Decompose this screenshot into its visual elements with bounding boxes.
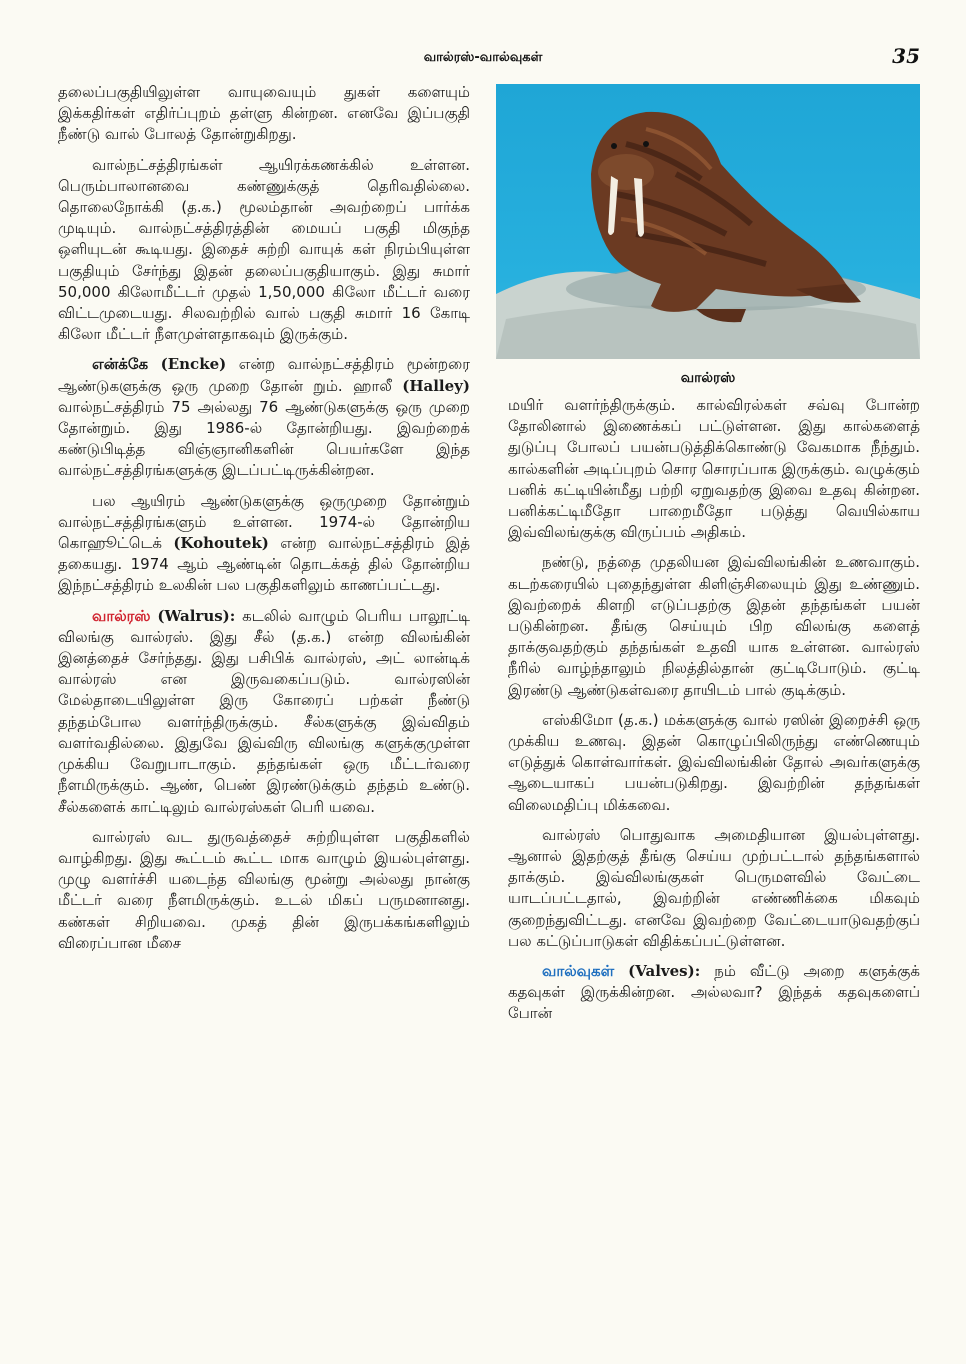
entry-heading-walrus-en: (Walrus): [157, 606, 236, 625]
walrus-illustration [496, 84, 920, 359]
paragraph-comet-tail: தலைப்பகுதியிலுள்ள வாயுவையும் துகள் களையும் இக்கதிர்கள் எதிர்ப்புறம் தள்ளு கின்றன. எனவே இப்பகுதி நீண்டு வால் போலத் தோன்றுகிறது. [58, 83, 470, 144]
paragraph-text: வால்நட்சத்திரம் 75 அல்லது 76 ஆண்டுகளுக்கு ஒரு முறை தோன்றும். இது 1986-ல் தோன்றியது. இவற்றைக் கண்டுபிடித்த விஞ்ஞானிகளின் பெயர்களே இந்த வால்நட்சத்திரங்களுக்கு இடப்பட்டிருக்கின்றன. [58, 397, 470, 480]
running-title: வால்ரஸ்-வால்வுகள் [423, 50, 543, 65]
walrus-drawing [496, 84, 920, 359]
paragraph-walrus-nature: வால்ரஸ் பொதுவாக அமைதியான இயல்புள்ளது. ஆனால் இதற்குத் தீங்கு செய்ய முற்பட்டால் தந்தங்களால் தாக்கும். இவ்விலங்குகள் பெருமளவில் வேட்டை யாடப்பட்டதால், இவற்றின் எண்ணிக்கை மிகவும் குறைந்துவிட்டது. எனவே இவற்றை வேட்டையாடுவதற்குப் பல கட்டுப்பாடுகள் விதிக்கப்பட்டுள்ளன. [508, 825, 920, 950]
entry-heading-valves-en: (Valves): [628, 962, 701, 981]
paragraph-walrus-intro [58, 606, 470, 818]
term-encke: என்க்கே [92, 355, 149, 374]
paragraph-text: என்ற வால்நட்சத்திரம் மூன்றரை ஆண்டுகளுக்கு ஒரு முறை தோன் றும். ஹாலீ [58, 355, 470, 395]
paragraph-valves-intro [508, 961, 920, 1025]
paragraph-comet-count: வால்நட்சத்திரங்கள் ஆயிரக்கணக்கில் உள்ளன. பெரும்பாலானவை கண்ணுக்குத் தெரிவதில்லை. தொலைநோக்கி (த.க.) மூலம்தான் அவற்றைப் பார்க்க முடியும். வால்நட்சத்திரத்தின் மையப் பகுதி மிகுந்த ஒளியுடன் கூடியது. இதைச் சுற்றி வாயுக் கள் நிரம்பியுள்ள பகுதியும் சேர்ந்து இதன் தலைப்பகுதியாகும். இது சுமார் 50,000 கிலோமீட்டர் முதல் 1,50,000 கிலோ மீட்டர் வரை விட்டமுடையது. சிலவற்றில் வால் பகுதி சுமார் 16 கோடி கிலோ மீட்டர் நீளமுள்ளதாகவும் இருக்கும். [58, 155, 470, 344]
paragraph-text: என்ற வால்நட்சத்திரம் இத் தகையது. 1974 ஆம் ஆண்டின் தொடக்கத் தில் தோன்றிய இந்நட்சத்திரம் உலகின் பல பகுதிகளிலும் காணப்பட்டது. [58, 534, 470, 595]
term-halley-en: (Halley) [402, 376, 470, 395]
right-column [508, 395, 920, 1034]
paragraph-text: பல ஆயிரம் ஆண்டுகளுக்கு ஒருமுறை தோன்றும் வால்நட்சத்திரங்களும் உள்ளன. 1974-ல் தோன்றிய கொஹூட்டெக் [58, 491, 470, 553]
entry-heading-valves: வால்வுகள் [542, 962, 615, 981]
figure-caption: வால்ரஸ் [680, 370, 736, 386]
paragraph-kohoutek [58, 491, 470, 597]
paragraph-walrus-food: நண்டு, நத்தை முதலியன இவ்விலங்கின் உணவாகும். கடற்கரையில் புதைந்துள்ள கிளிஞ்சிலையும் இது உண்ணும். இவற்றைக் கிளறி எடுப்பதற்கு இதன் தந்தங்கள் பயன் படுகின்றன. தீங்கு செய்யும் பிற விலங்கு களைத் தாக்குவதற்கும் தந்தங்கள் உதவி யாக உள்ளன. வால்ரஸ் நீரில் வாழ்ந்தாலும் நிலத்தில்தான் குட்டிபோடும். குட்டி இரண்டு ஆண்டுகள்வரை தாயிடம் பால் குடிக்கும். [508, 553, 920, 699]
paragraph-text: நம் வீட்டு அறை களுக்குக் கதவுகள் இருக்கின்றன. அல்லவா? இந்தக் கதவுகளைப் போன் [508, 962, 920, 1023]
paragraph-walrus-body: மயிர் வளர்ந்திருக்கும். கால்விரல்கள் சவ்வு போன்ற தோலினால் இணைக்கப் பட்டுள்ளன. இது கால்களைத் துடுப்பு போலப் பயன்படுத்திக்கொண்டு வேகமாக நீந்தும். கால்களின் அடிப்புறம் சொர சொரப்பாக இருக்கும். வழுக்கும் பனிக் கட்டியின்மீது பற்றி ஏறுவதற்கு இவை உதவு கின்றன. பனிக்கட்டிமீதோ பாறைமீதோ படுத்து வெயில்காய இவ்விலங்குக்கு விருப்பம் அதிகம். [508, 396, 921, 542]
paragraph-encke-halley [58, 354, 470, 481]
entry-heading-walrus: வால்ரஸ் [92, 606, 151, 625]
term-kohoutek-en: (Kohoutek) [173, 534, 269, 553]
term-encke-en: (Encke) [160, 355, 227, 374]
paragraph-walrus-habitat: வால்ரஸ் வட துருவத்தைச் சுற்றியுள்ள பகுதிகளில் வாழ்கிறது. இது கூட்டம் கூட்ட மாக வாழும் இயல்புள்ளது. முழு வளர்ச்சி யடைந்த விலங்கு மூன்று அல்லது நான்கு மீட்டர் வரை நீளமிருக்கும். உடல் மிகப் பருமனானது. கண்கள் சிறியவை. முகத் தின் இருபக்கங்களிலும் விரைப்பான மீசை [58, 827, 470, 952]
paragraph-walrus-eskimo: எஸ்கிமோ (த.க.) மக்களுக்கு வால் ரஸின் இறைச்சி ஒரு முக்கிய உணவு. இதன் கொழுப்பிலிருந்து எண்ணெயும் எடுத்துக் கொள்வார்கள். இவ்விலங்கின் தோல் அவர்களுக்கு ஆடையாகப் பயன்படுகிறது. இவற்றின் தந்தங்கள் விலைமதிப்பு மிக்கவை. [508, 710, 920, 814]
paragraph-text: கடலில் வாழும் பெரிய பாலூட்டி விலங்கு வால்ரஸ். இது சீல் (த.க.) என்ற விலங்கின் இனத்தைச் சேர்ந்தது. இது பசிபிக் வால்ரஸ், அட் லான்டிக் வால்ரஸ் என இருவகைப்படும். வால்ரஸின் மேல்தாடையிலுள்ள இரு கோரைப் பற்கள் நீண்டு தந்தம்போல வளர்ந்திருக்கும். சீல்களுக்கு இவ்விதம் வளர்வதில்லை. இதுவே இவ்விரு விலங்கு களுக்குமுள்ள முக்கிய வேறுபாடாகும். தந்தங்கள் ஒரு மீட்டர்வரை நீளமிருக்கும். ஆண், பெண் இரண்டுக்கும் தந்தம் உண்டு. சீல்களைக் காட்டிலும் வால்ரஸ்கள் பெரி யவை. [58, 606, 470, 816]
page-number: 35 [892, 44, 920, 68]
left-column [58, 82, 470, 963]
